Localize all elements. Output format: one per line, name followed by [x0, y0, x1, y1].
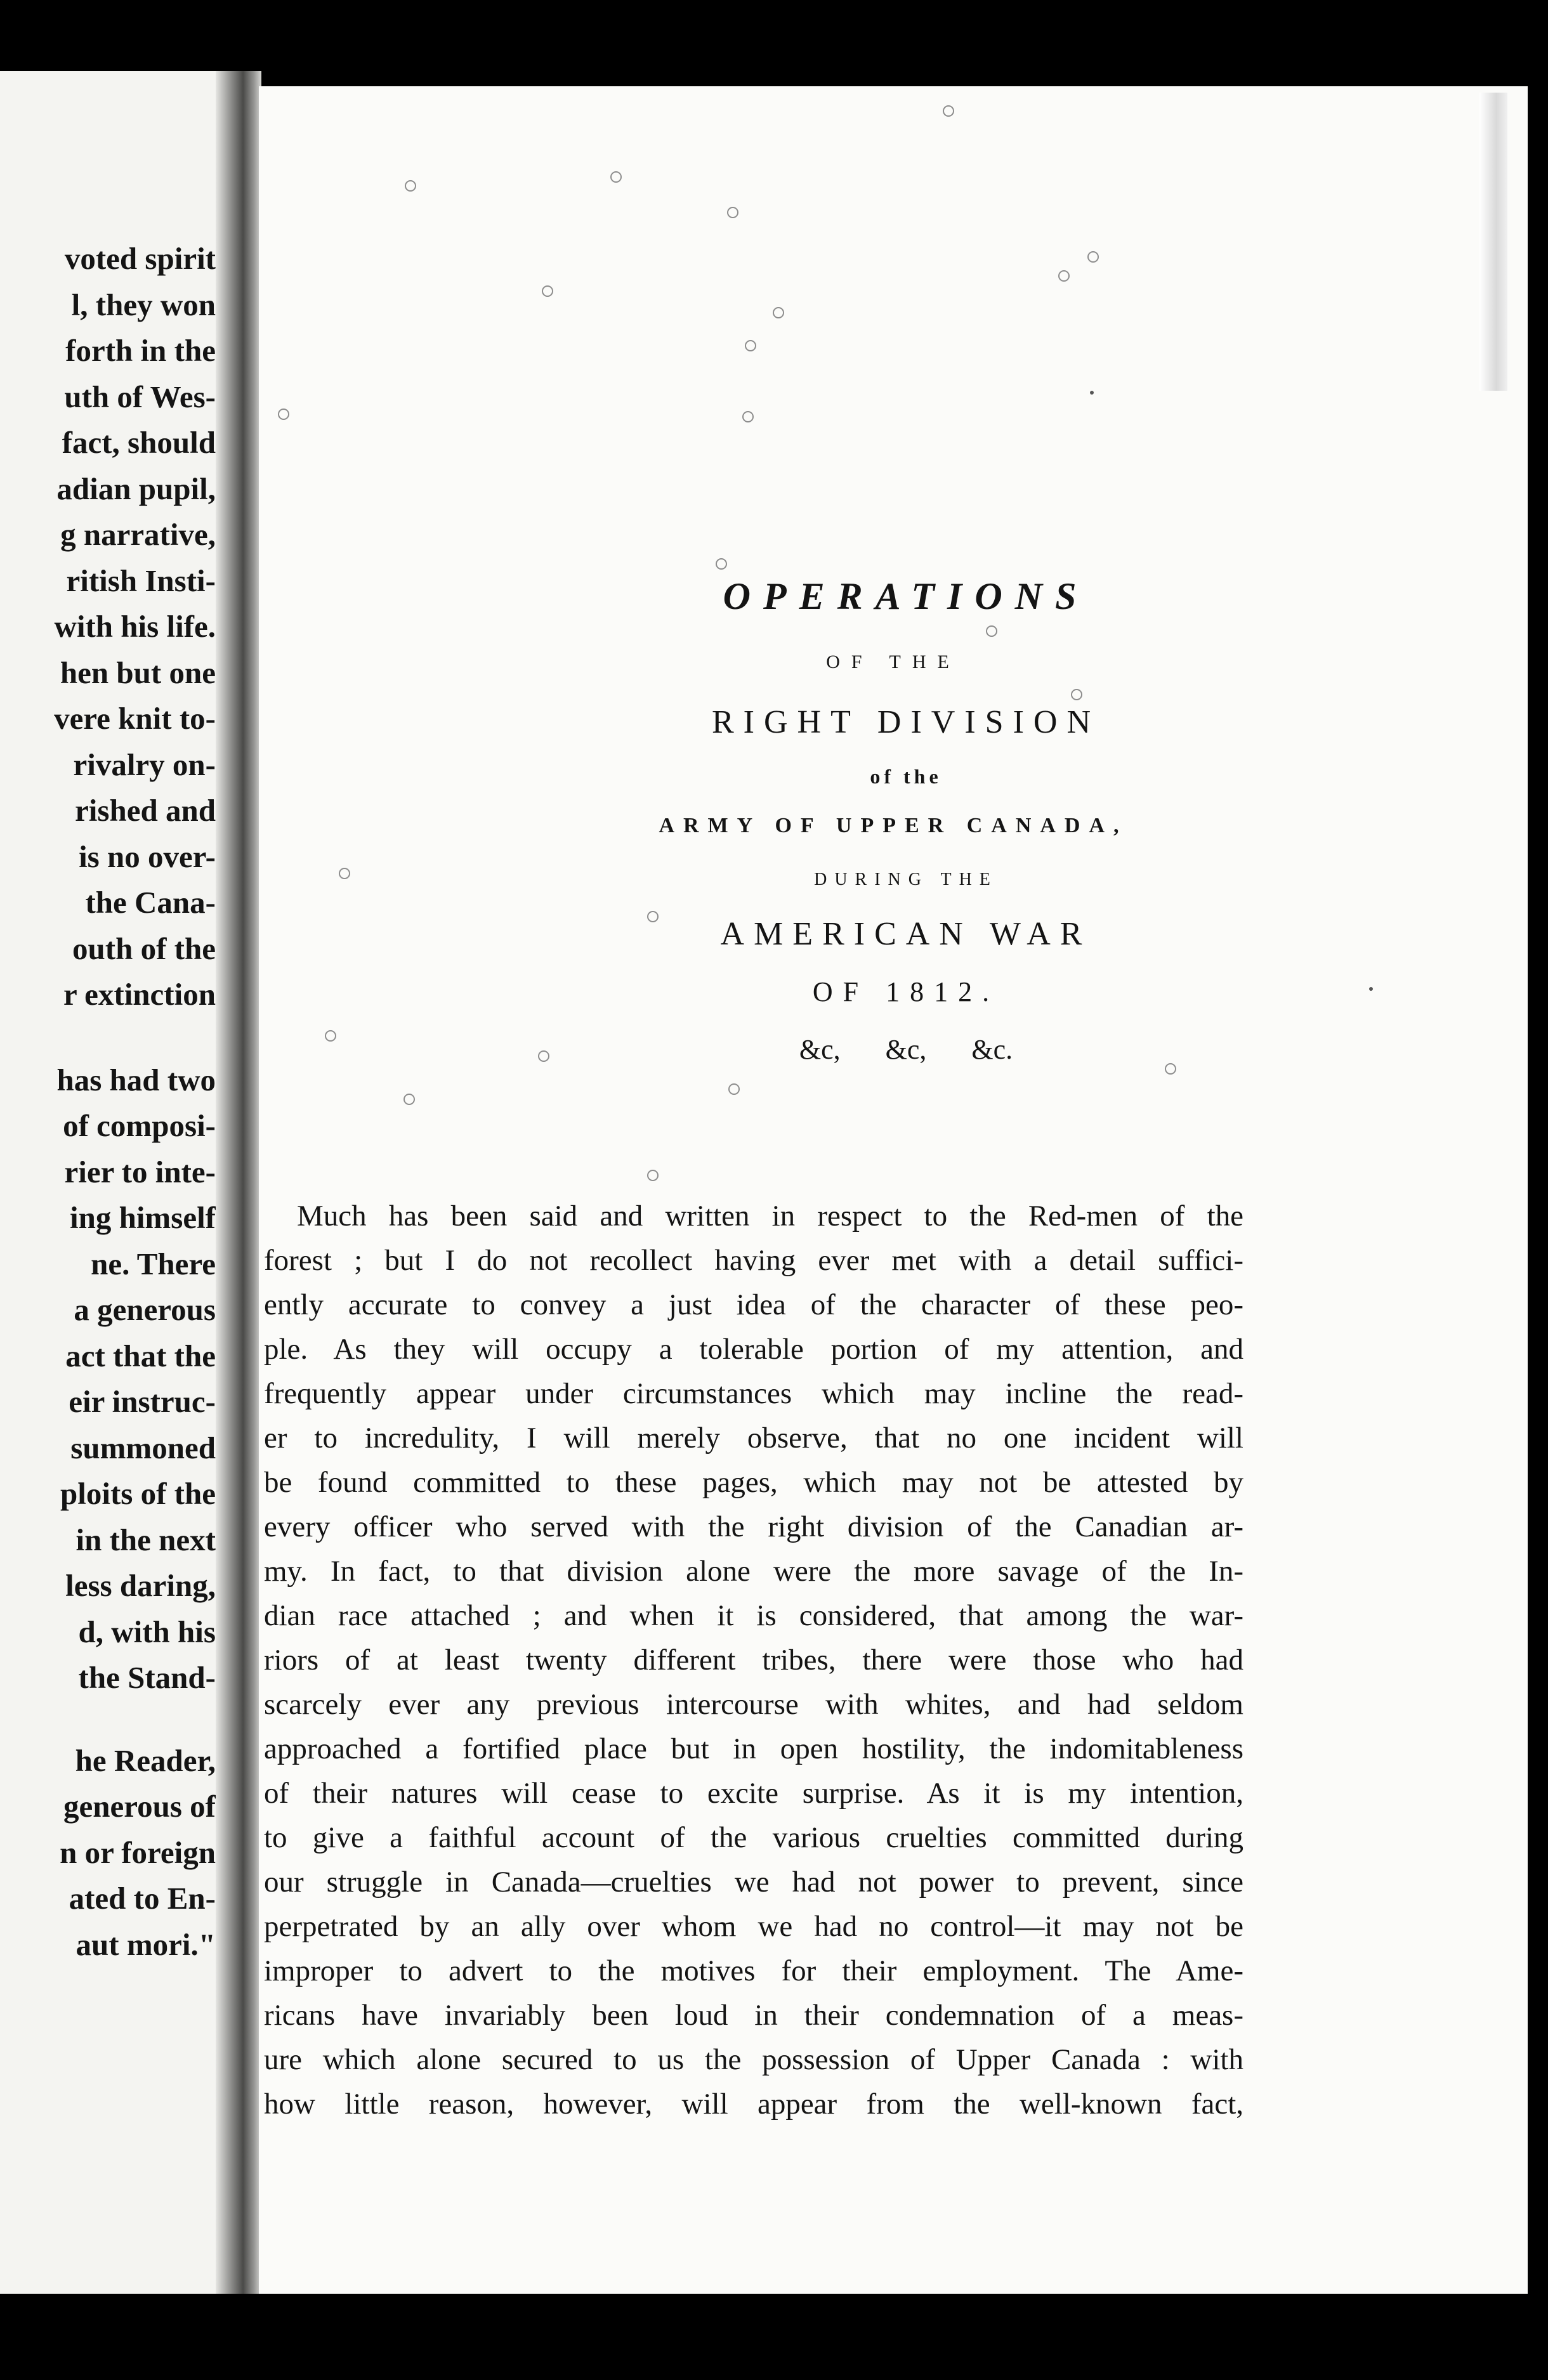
scan-dot — [1090, 391, 1094, 395]
scan-speck — [943, 105, 954, 117]
facing-line: in the next — [75, 1522, 216, 1557]
scan-speck — [647, 1170, 659, 1181]
body-line: our struggle in Canada—cruelties we had not power to prevent, since — [264, 1866, 1243, 1899]
facing-line: ing himself — [69, 1200, 216, 1235]
body-line: approached a fortified place but in open hostility, the indomitableness — [264, 1732, 1243, 1765]
facing-line: has had two — [56, 1062, 216, 1097]
body-line: ple. As they will occupy a tolerable portion of my attention, and — [264, 1333, 1243, 1366]
scan-speck — [716, 558, 727, 570]
facing-line: adian pupil, — [56, 471, 216, 506]
facing-line: ritish Insti- — [66, 563, 216, 598]
facing-line: r extinction — [63, 977, 216, 1012]
body-line: scarcely ever any previous intercourse with whites, and had seldom — [264, 1688, 1243, 1721]
title-right-division: RIGHT DIVISION — [711, 704, 1100, 740]
facing-line: summoned — [70, 1430, 216, 1465]
facing-line: ploits of the — [60, 1476, 216, 1511]
facing-line: generous of — [63, 1789, 216, 1824]
facing-line: with his life. — [54, 609, 216, 644]
body-line: dian race attached ; and when it is considered, that among the war- — [264, 1599, 1243, 1632]
main-page — [259, 86, 1528, 2294]
facing-line: a generous — [74, 1292, 216, 1327]
page-edge-shadow — [1479, 93, 1507, 391]
title-operations: OPERATIONS — [723, 575, 1089, 617]
facing-page — [0, 71, 240, 2294]
scan-speck — [542, 285, 553, 297]
facing-line: d, with his — [78, 1614, 216, 1649]
facing-line: rished and — [75, 793, 216, 828]
body-line: riors of at least twenty different tribes, there were those who had — [264, 1644, 1243, 1677]
facing-line: outh of the — [72, 931, 216, 966]
facing-line: of composi- — [63, 1108, 216, 1143]
title-of-the: OF THE — [826, 651, 961, 672]
title-during-the: DURING THE — [814, 870, 998, 889]
body-line: be found committed to these pages, which may not be attested by — [264, 1466, 1243, 1499]
facing-line: act that the — [65, 1338, 216, 1373]
facing-line: hen but one — [60, 655, 216, 690]
scan-speck — [773, 307, 784, 318]
title-american-war: AMERICAN WAR — [720, 916, 1092, 952]
body-line: every officer who served with the right division of the Canadian ar- — [264, 1510, 1243, 1543]
body-line: er to incredulity, I will merely observe, that no one incident will — [264, 1422, 1243, 1455]
body-line: perpetrated by an ally over whom we had no control—it may not be — [264, 1910, 1243, 1943]
facing-line: he Reader, — [75, 1743, 216, 1778]
facing-line: rier to inte- — [64, 1154, 216, 1189]
facing-line: voted spirit — [64, 241, 216, 276]
facing-line: forth in the — [65, 333, 216, 368]
body-line: frequently appear under circumstances which may incline the read- — [264, 1377, 1243, 1410]
title-block — [259, 575, 1528, 1066]
facing-line: aut mori." — [75, 1926, 216, 1962]
facing-line: ated to En- — [69, 1881, 216, 1916]
title-etc: &c, &c, &c. — [799, 1034, 1013, 1065]
body-line: of their natures will cease to excite surprise. As it is my intention, — [264, 1777, 1243, 1810]
scan-speck — [278, 409, 289, 420]
facing-line: fact, should — [62, 425, 216, 460]
facing-line: l, they won — [71, 287, 216, 322]
body-line: Much has been said and written in respect to the Red-men of the — [297, 1200, 1243, 1232]
facing-line: eir instruc- — [69, 1384, 216, 1419]
book-gutter — [216, 71, 261, 2294]
facing-line: rivalry on- — [73, 747, 216, 782]
title-army: ARMY OF UPPER CANADA, — [659, 814, 1128, 837]
body-line: ure which alone secured to us the possession of Upper Canada : with — [264, 2043, 1243, 2076]
facing-line: the Cana- — [85, 885, 216, 920]
facing-line: n or foreign — [60, 1834, 216, 1870]
scan-speck — [727, 207, 738, 218]
body-line: to give a faithful account of the various cruelties committed during — [264, 1821, 1243, 1854]
scan-speck — [745, 340, 756, 351]
facing-line: is no over- — [79, 839, 216, 874]
scan-speck — [610, 171, 622, 183]
body-line: my. In fact, to that division alone were the more savage of the In- — [264, 1555, 1243, 1588]
title-of-the-small: of the — [870, 765, 942, 788]
facing-line: ne. There — [91, 1246, 216, 1281]
facing-line: g narrative, — [60, 517, 216, 552]
scan-speck — [1087, 251, 1099, 263]
facing-line: less daring, — [65, 1568, 216, 1603]
title-year: OF 1812. — [812, 976, 1000, 1007]
scan-speck — [742, 411, 754, 422]
scan-speck — [1058, 270, 1070, 282]
facing-line: vere knit to- — [54, 701, 216, 736]
body-line: improper to advert to the motives for their employment. The Ame- — [264, 1954, 1243, 1987]
body-line: ently accurate to convey a just idea of the character of these peo- — [264, 1288, 1243, 1321]
scan-speck — [403, 1094, 415, 1105]
scan-speck — [728, 1083, 740, 1095]
facing-line: the Stand- — [78, 1660, 216, 1695]
facing-page-text — [0, 236, 216, 1968]
body-line: how little reason, however, will appear from the well-known fact, — [264, 2088, 1243, 2121]
scan-speck — [405, 180, 416, 192]
body-line: ricans have invariably been loud in their condemnation of a meas- — [264, 1999, 1243, 2032]
facing-line: uth of Wes- — [64, 379, 216, 414]
body-line: forest ; but I do not recollect having ever met with a detail suffici- — [264, 1244, 1243, 1277]
